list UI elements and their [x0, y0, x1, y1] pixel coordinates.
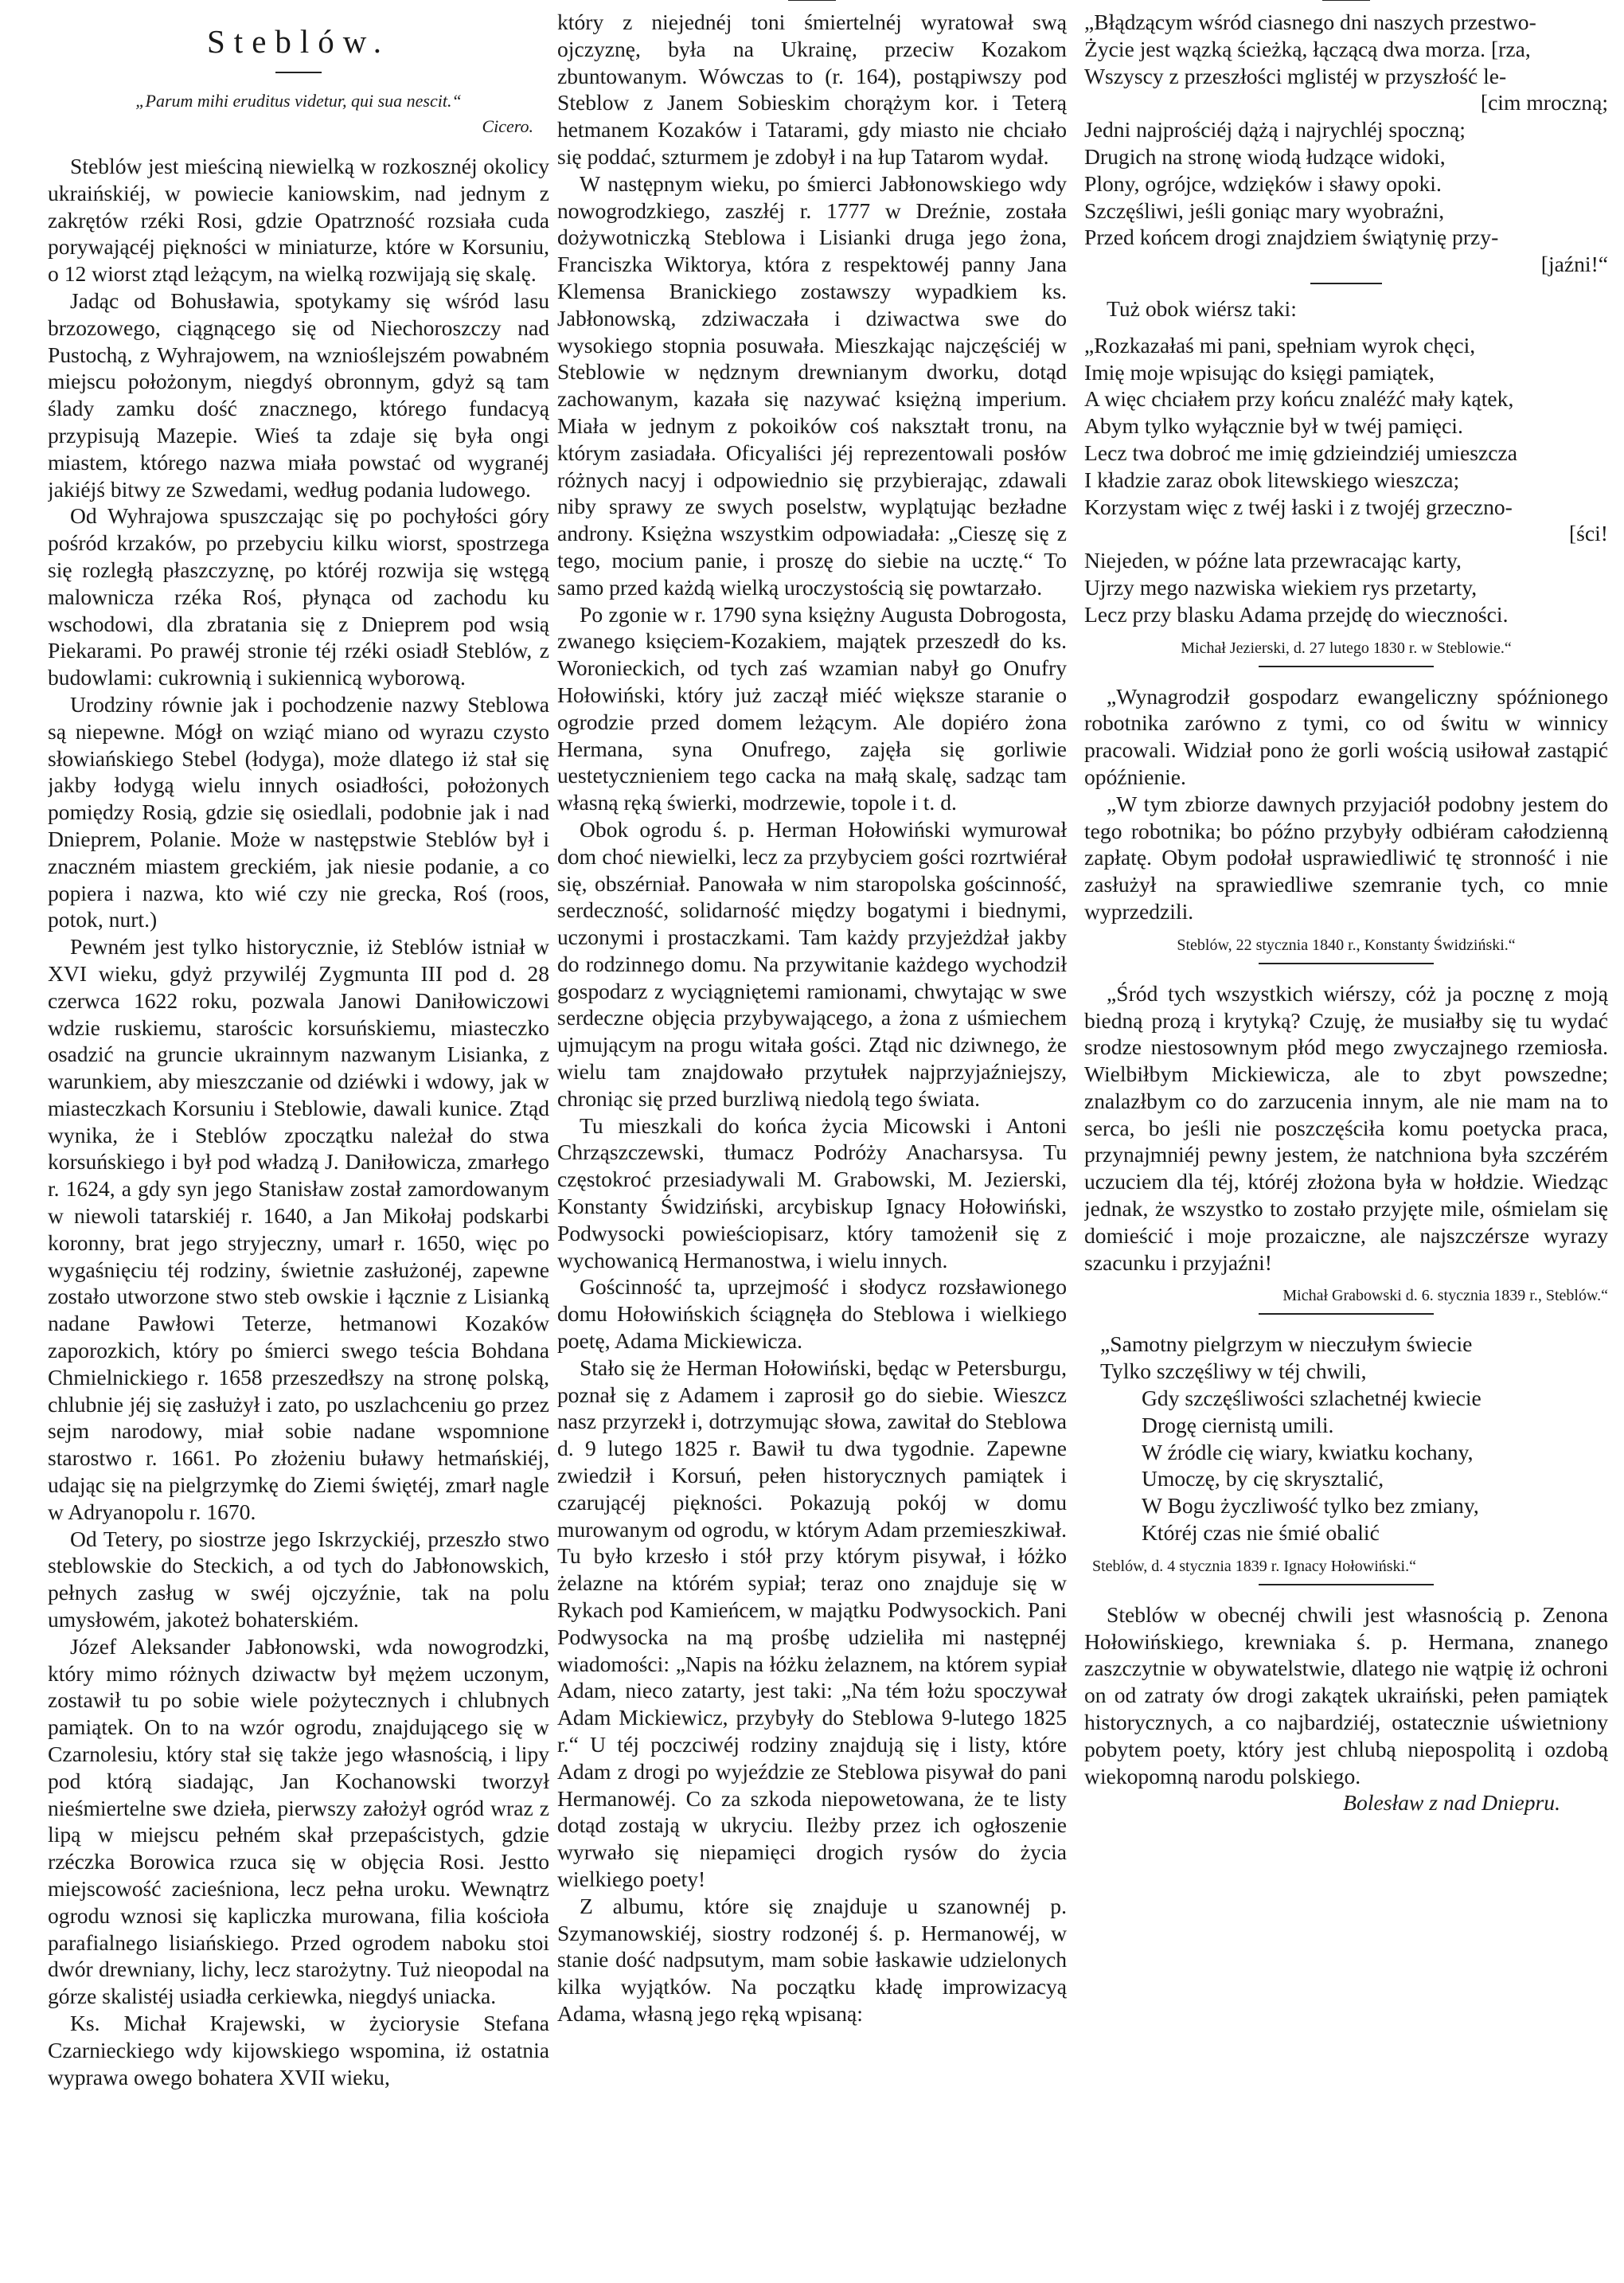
paragraph: Z albumu, które się znajduje u szanownéj p. Szymanowskiéj, siostry rodzonéj ś. p. Hermanowéj, w stanie dość nadpsutym, mam sobie łaskawie udzielonych kilka wyjątków. Na początku kładę improwizacyą Adama, własną jego ręką wpisaną:: [557, 1893, 1067, 2026]
poem-line: [jaźni!“: [1540, 252, 1608, 277]
poem-line: W Bogu życzliwość tylko bez zmiany,: [1142, 1493, 1479, 1519]
poem-line: Umoczę, by cię skrysztalić,: [1142, 1466, 1384, 1491]
poem-line: [ści!: [1568, 521, 1608, 546]
paragraph: „Wynagrodził gospodarz ewangeliczny spóźnionego robotnika zarówno z tymi, co od świtu w winnicy pracowali. Widział pono że gorli wością usiłował zastąpić opóźnienie.: [1084, 683, 1608, 789]
poem-line: A więc chciałem przy końcu znaléźć mały kątek,: [1084, 386, 1514, 412]
paragraph: Obok ogrodu ś. p. Herman Hołowiński wymurował dom choć niewielki, lecz za przybyciem gości rozrtwiérał się, obszérniał. Panowała w nim staropolska gościnność, serdeczność, solidarność między bogatymi i biednymi, uczonymi i prostaczkami. Tam każdy przyjeżdżał jakby do rodzinnego domu. Na przywitanie każdego wychodził gospodarz z wyciągniętemi ramionami, chwytając w swe serdeczne objęcia przybywającego, a żona z uśmiechem ujmującym na progu witała gości. Ztąd nic dziwnego, że wielu tam znajdowało przytułek najprzyjaźniejszy, chroniąc się przed burzliwą niedolą tego świata.: [557, 816, 1067, 1111]
poem-line: Niejeden, w późne lata przewracając karty,: [1084, 548, 1462, 573]
paragraph: „Śród tych wszystkich wiérszy, cóż ja pocznę z moją biedną prozą i krytyką? Czuję, że musiałby się tu wydać srodze niestosownym płód mego zwyczajnego rzemiosła. Wielbiłbym Mickiewicza, ale to zbyt powszedne; znalazłbym co do zarzucenia innym, ale nie mam na to serca, bo jeśli nie poszczęściła komu poetycka praca, przynajmniéj pewny jestem, że natchniona była szczérém uczuciem dla téj, któréj złożona była w hołdzie. Wiedząc jednak, że wszystko to zostało przyjęte mile, ośmielam się domieścić i moje prozaiczne, ale najszczérsze wyrazy szacunku i przyjaźni!: [1084, 980, 1608, 1275]
epigraph-author: Cicero.: [482, 116, 533, 136]
signature-caption: Steblów, d. 4 stycznia 1839 r. Ignacy Hołowiński.“: [1092, 1557, 1416, 1575]
poem-line: Któréj czas nie śmié obalić: [1142, 1520, 1380, 1546]
paragraph: Od Wyhrajowa spuszczając się po pochyłości góry pośród krzaków, po przebyciu kilku wiorst, spostrzega się rozległą płaszczyznę, po któréj rozwija się wstęgą malownicza rzéka Roś, płynąca od zachodu ku wschodowi, dla zbratania się z Dnieprem pod wsią Piekarami. Po prawéj stronie téj rzéki osiadł Steblów, z budowlami: cukrownią i sukiennicą wyborową.: [48, 503, 549, 690]
poem-line: Drugich na stronę wiodą łudzące widoki,: [1084, 143, 1446, 169]
paragraph: Józef Aleksander Jabłonowski, wda nowogrodzki, który mimo różnych dziwactw był mężem uczonym, zostawił tu po sobie wiele pożytecznych i chlubnych pamiątek. On to na wzór ogrodu, znajdującego się w Czarnolesiu, który stał się także jego własnością, i lipy pod którą siadając, Jan Kochanowski tworzył nieśmiertelne swe dzieła, pierwszy założył ogród wraz z lipą w miejscu pełném skał przepaścistych, gdzie rzéczka Borowica rzuca się w objęcia Rosi. Jestto miejscowość zacieśniona, lecz pełna uroku. Wewnątrz ogrodu wznosi się kapliczka murowana, filia kościoła parafialnego lisiańskiego. Przed ogrodem naboku stoi dwór drewniany, lichy, lecz starożytny. Tuż nieopodal na górze skalistéj usiadła cerkiewka, niegdyś uniacka.: [48, 1633, 549, 2009]
poem-holowinski: [1084, 1331, 1608, 1546]
signature-caption: Michał Jezierski, d. 27 lutego 1830 r. w Steblowie.“: [1181, 639, 1512, 657]
paragraph: Tu mieszkali do końca życia Micowski i Antoni Chrząszczewski, tłumacz Podróży Anacharsysa. Tu częstokroć przesiadywali M. Grabowski, M. Jezierski, Konstanty Świdziński, arcybiskup Ignacy Hołowiński, Podwysocki powieściopisarz, który tamożenił się z wychowanicą Hermanostwa, i wielu innych.: [557, 1112, 1067, 1272]
section-rule: [1259, 963, 1434, 964]
article-title: Steblów.: [207, 23, 390, 60]
column-right: [1084, 0, 1608, 2283]
poem-line: Imię moje wpisując do księgi pamiątek,: [1084, 359, 1435, 385]
page-top-mark: [1322, 0, 1370, 1]
paragraph: Od Tetery, po siostrze jego Iskrzyckiéj, przeszło stwo steblowskie do Steckich, a od tych do Jabłonowskich, pełnych zasług w swéj ojczyźnie, tak na polu umysłowém, jakoteż bohaterskiém.: [48, 1526, 549, 1632]
poem-jezierski: [1084, 332, 1608, 628]
poem-line: Korzystam więc z twéj łaski i z twojéj grzeczno-: [1084, 494, 1513, 519]
intro-line: Tuż obok wiérsz taki:: [1107, 295, 1297, 321]
title-rule: [275, 72, 322, 73]
poem-line: Lecz przy blasku Adama przejdę do wieczności.: [1084, 601, 1509, 627]
poem-line: Ujrzy mego nazwiska wiekiem rys przetarty,: [1084, 574, 1478, 600]
poem-line: „Rozkazałaś mi pani, spełniam wyrok chęci,: [1084, 332, 1476, 358]
poem-line: „Błądzącym wśród ciasnego dni naszych przestwo-: [1084, 10, 1536, 34]
paragraph: W następnym wieku, po śmierci Jabłonowskiego wdy nowogrodzkiego, zaszłéj r. 1777 w Dreźnie, została dożywotniczką Steblowa i Lisianki druga jego żona, Franciszka Wiktorya, która z respektowéj panny Jana Klemensa Branickiego zostawszy wypadkiem ks. Jabłonowską, zdziwaczała i dziwactwa swe do wysokiego stopnia posuwała. Mieszkając najczęściéj w Steblowie w nędznym drewnianym dworku, dotąd zachowanym, kazała się nazywać księżną imperium. Miała w jednym z pokoików coś nakształt tronu, na którym zasiadała. Oficyaliści jéj reprezentowali posłów różnych nacyj i odpowiednio się przybierając, zdawali niby sprawy ze swych poselstw, wyplątując bezładne androny. Księżna wszystkim odpowiadała: „Cieszę się z tego, mocium panie, i proszę do siebie na ucztę.“ To samo przed każdą wielką uroczystością się powtarzało.: [557, 170, 1067, 600]
section-rule: [1259, 666, 1434, 667]
signature-caption: Steblów, 22 stycznia 1840 r., Konstanty Świdziński.“: [1177, 936, 1516, 954]
paragraph: Gościnność ta, uprzejmość i słodycz rozsławionego domu Hołowińskich ściągnęła do Steblowa i wielkiego poetę, Adama Mickiewicza.: [557, 1274, 1067, 1354]
poem-line: Szczęśliwi, jeśli goniąc mary wyobraźni,: [1084, 197, 1445, 223]
paragraph: Jadąc od Bohusławia, spotykamy się wśród lasu brzozowego, ciągnącego się od Niechoroszczy nad Pustochą, z Wyhrajowem, na wznioślejszém powabném miejscu położonym, niegdyś obronnym, gdyż są tam ślady zamku dość znacznego, którego fundacyą przypisują Mazepie. Wieś ta zdaje się była ongi miastem, którego nazwa miała powstać od wygranéj jakiéjś bitwy ze Szwedami, według podania ludowego.: [48, 287, 549, 502]
paragraph: który z niejednéj toni śmiertelnéj wyratował swą ojczyznę, była na Ukrainę, przeciw Kozakom zbuntowanym. Wówczas to (r. 164), postąpiwszy pod Steblow z Janem Sobieskim chorążym kor. i Teterą hetmanem Kozaków i Tatarami, gdy miasto nie chciało się poddać, szturmem je zdobył i na łup Tatarom wydał.: [557, 10, 1067, 169]
poem-line: Przed końcem drogi znajdziem świątynię przy-: [1084, 225, 1499, 250]
paragraph: Steblów jest mieściną niewielką w rozkosznéj okolicy ukraińskiéj, w powiecie kaniowskim, nad jednym z zakrętów rzéki Rosi, gdzie Opatrzność rozsiała cuda porywającéj piękności w miniaturze, które w Korsuniu, o 12 wiorst ztąd leżącym, na wielką rozwijają się skalę.: [48, 154, 549, 287]
poem-line: Jedni najprościéj dążą i najrychléj spoczną;: [1084, 117, 1466, 143]
epigraph: „Parum mihi eruditus videtur, qui sua nescit.“: [135, 91, 462, 111]
paragraph: Ks. Michał Krajewski, w życiorysie Stefana Czarnieckiego wdy kijowskiego wspomina, iż ostatnia wyprawa owego bohatera XVII wieku,: [48, 2010, 549, 2089]
poem-line: Tylko szczęśliwy w téj chwili,: [1100, 1358, 1367, 1384]
paragraph: Stało się że Herman Hołowiński, będąc w Petersburgu, poznał się z Adamem i zaprosił go do siebie. Wieszcz nasz przyrzekł i, dotrzymując słowa, zawitał do Steblowa d. 9 lutego 1825 r. Bawił tu dwa tygodnie. Zapewne zwiedził i Korsuń, pełen historycznych pamiątek i czarującéj piękności. Pokazują pokój w domu murowanym od ogrodu, w którym Adam przemieszkiwał. Tu było krzesło i stół przy którym pisywał, i łóżko żelazne na którém sypiał; teraz ono znajduje się w Rykach pod Kamieńcem, w majątku Podwysockich. Pani Podwysocka na mą prośbę udzieliła mi następnéj wiadomości: „Napis na łóżku żelaznem, na którem sypiał Adam, nieco zatarty, jest taki: „Na tém łożu spoczywał Adam Mickiewicz, przybyły do Steblowa 9-lutego 1825 r.“ U téj poczciwéj rodziny znajdują się i listy, które Adam z drogi po wyjeździe ze Steblowa pisywał do pani Hermanowéj. Co za szkoda niepowetowana, że te listy dotąd zostają w ukryciu. Ileżby przez ich ogłoszenie wyrwało się niepamięci drogich rysów do życia wielkiego poety!: [557, 1355, 1067, 1891]
section-rule: [1310, 283, 1382, 284]
poem-line: „Samotny pielgrzym w nieczułym świecie: [1100, 1331, 1473, 1357]
paragraph: Pewném jest tylko historycznie, iż Steblów istniał w XVI wieku, gdyż przywiléj Zygmunta III pod d. 28 czerwca 1622 roku, pozwala Janowi Daniłowiczowi wdzie ruskiemu, starościc korsuńskiemu, miasteczko osadzić na gruncie ukrainnym nazwanym Lisianka, z warunkiem, aby mieszczanie od dziéwki i wdowy, jak w miasteczkach Korsuniu i Steblowie, dawali kunice. Ztąd wynika, że i Steblów zpoczątku należał do stwa korsuńskiego i był pod władzą J. Daniłowicza, zmarłego r. 1624, a gdy syn jego Stanisław został zamordowanym w niewoli tatarskiéj r. 1640, a Jan Mikołaj podskarbi koronny, brat jego stryjeczny, umarł r. 1650, więc po wygaśnięciu téj rodziny, świetnie zasłużonéj, zapewne zostało utworzone stwo steb owskie i łącznie z Lisianką nadane Pawłowi Teterze, hetmanowi Kozaków zaporozkich, który po śmierci swego teścia Bohdana Chmielnickiego r. 1658 przeszedłszy na stronę polską, chlubnie jéj się zasłużył i zato, po uszlachceniu go przez sejm narodowy, miał sobie nadane wspomnione starostwo r. 1661. Po złożeniu buławy hetmańskiéj, udając się na pielgrzymkę do Ziemi świętéj, zmarł nagle w Adryanopolu r. 1670.: [48, 934, 549, 1524]
poem-line: Drogę ciernistą umili.: [1142, 1412, 1334, 1437]
poem-line: Abym tylko wyłącznie był w twéj pamięci.: [1084, 413, 1463, 439]
poem-line: Życie jest wązką ścieżką, łączącą dwa morza. [rza,: [1084, 36, 1531, 61]
poem-line: Wszyscy z przeszłości mglistéj w przyszłość le-: [1084, 63, 1507, 88]
paragraph: Steblów w obecnéj chwili jest własnością p. Zenona Hołowińskiego, krewniaka ś. p. Hermana, znanego zaszczytnie w obywatelstwie, dlatego nie wątpię iż ochroni on od zatraty ów drogi zakątek ukraiński, pełen pamiątek historycznych, a co najbardziéj, ostatecznie uświetniony pobytem poety, który jest chlubą niepospolitą i ozdobą wiekopomną narodu polskiego.: [1084, 1601, 1608, 1788]
section-rule: [1259, 1313, 1434, 1315]
poem-line: Plony, ogrójce, wdzięków i sławy opoki.: [1084, 170, 1442, 196]
column-left: [48, 0, 549, 2283]
column-middle: [557, 0, 1067, 2283]
paragraph: Urodziny równie jak i pochodzenie nazwy Steblowa są niepewne. Mógł on wziąć miano od wyrazu czysto słowiańskiego Stebel (łodyga), może dlatego iż stał się jakby łodygą wielu innych osiadłości, położonych pomiędzy Rosią, gdzie się osiedlali, podobnie jak i nad Dnieprem, Polanie. Może w następstwie Steblów był i znaczném miastem greckiém, jak niesie podanie, a co popiera i nazwa, kto wié czy nie grecka, Roś (roos, potok, nurt.): [48, 691, 549, 932]
poem-line: W źródle cię wiary, kwiatku kochany,: [1142, 1439, 1474, 1464]
poem-line: [cim mroczną;: [1480, 90, 1608, 115]
poem-line: Lecz twa dobroć me imię gdzieindziéj umieszcza: [1084, 440, 1517, 465]
poem-line: Gdy szczęśliwości szlachetnéj kwiecie: [1142, 1386, 1482, 1411]
author-signature: Bolesław z nad Dniepru.: [1343, 1790, 1560, 1816]
signature-caption: Michał Grabowski d. 6. stycznia 1839 r., Steblów.“: [1282, 1287, 1608, 1305]
poem-line: I kładzie zaraz obok litewskiego wieszcza;: [1084, 467, 1460, 492]
paragraph: „W tym zbiorze dawnych przyjaciół podobny jestem do tego robotnika; bo późno przybyły odbiéram całodzienną zapłatę. Obym podołał usprawiedliwić tę stronność i nie zasłużył na sprawiedliwe szemranie tych, co mnie wyprzedzili.: [1084, 791, 1608, 924]
paragraph: Po zgonie w r. 1790 syna księżny Augusta Dobrogosta, zwanego księciem-Kozakiem, majątek przeszedł do ks. Woronieckich, od tych zaś wzamian nabył go Onufry Hołowiński, który już zaczął miéć większe staranie o ogrodzie przed domem leżącym. Ale dopiéro żona Hermana, syna Onufrego, zajęła się gorliwie uestetycznieniem tego cacka na małą skalę, sadząc tam własną ręką świerki, modrzewie, topole i t. d.: [557, 601, 1067, 815]
poem-mickiewicz: [1084, 9, 1608, 278]
page-top-mark: [788, 0, 836, 1]
section-rule: [1259, 1584, 1434, 1585]
